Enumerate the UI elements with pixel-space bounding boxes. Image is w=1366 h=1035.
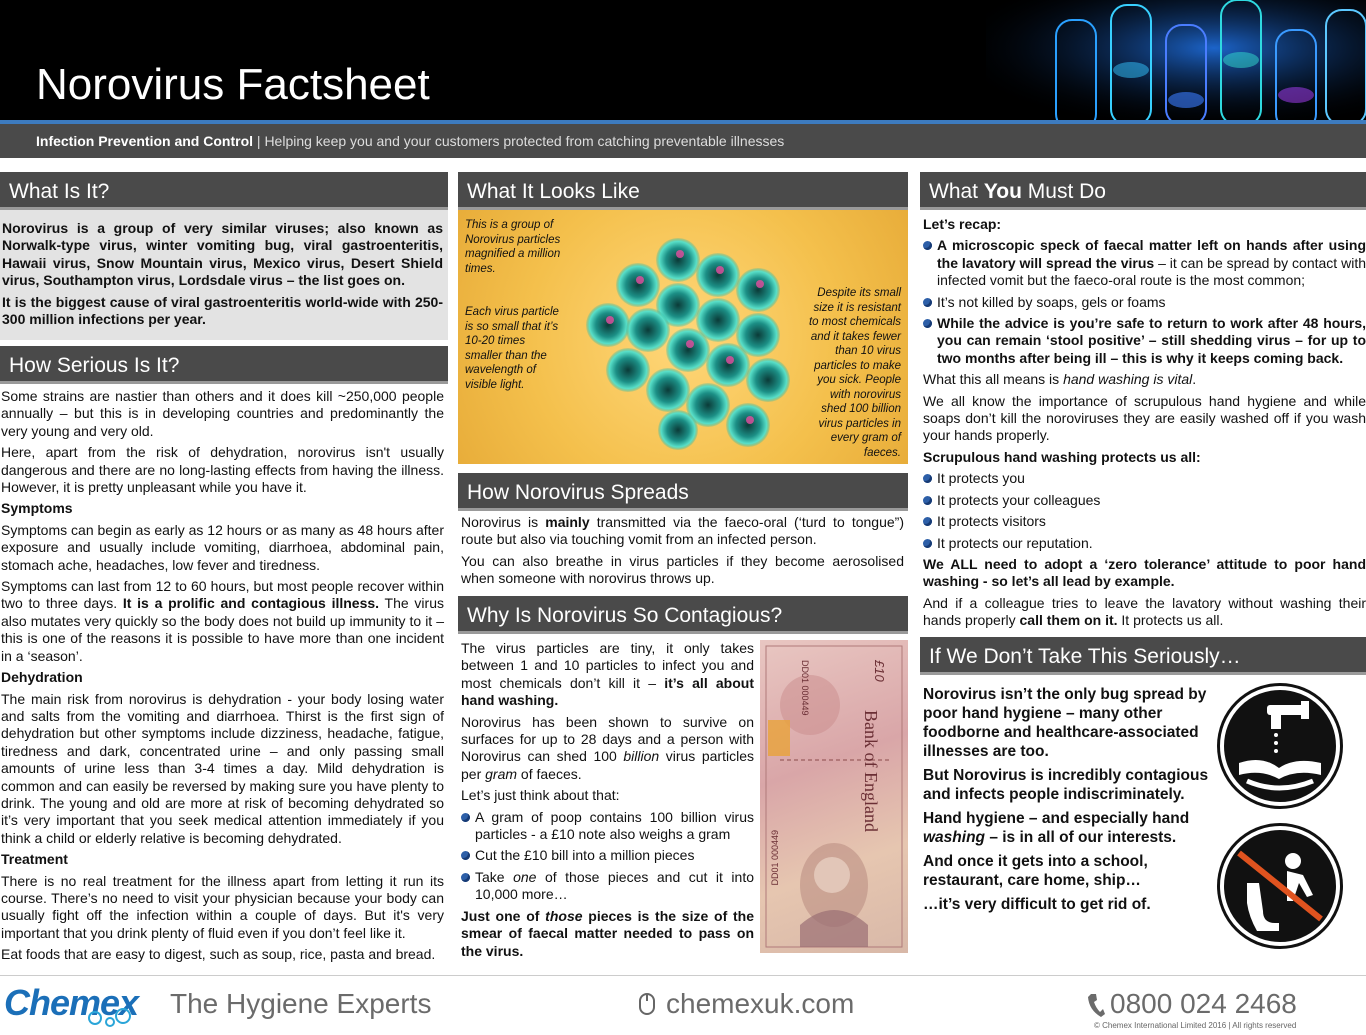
seriously-p4: And once it gets into a school, restaurant, care home, ship… bbox=[923, 853, 1148, 889]
seriously-heading: If We Don’t Take This Seriously… bbox=[920, 637, 1366, 675]
protects-item-2: It protects your colleagues bbox=[923, 492, 1366, 509]
bullet-icon bbox=[923, 474, 932, 483]
serious-p1: Some strains are nastier than others and it does kill ~250,000 people annually – but this is in developing countries and predominantly the very young and very old. bbox=[1, 388, 444, 439]
contagious-p2: Norovirus has been shown to survive on surfaces for up to 28 days and a person with Norovirus can shed 100 billion virus particles per gram of faeces. bbox=[461, 713, 754, 782]
how-serious-text bbox=[1, 388, 444, 968]
must-do-p3: Scrupulous hand washing protects us all: bbox=[923, 448, 1201, 465]
contagious-p1: The virus particles are tiny, it only takes between 1 and 10 particles to infect you and most chemicals don’t kill it – it’s all about hand washing. bbox=[461, 640, 754, 709]
contagious-text bbox=[461, 640, 754, 964]
dehydration-heading: Dehydration bbox=[1, 669, 83, 686]
mouse-icon bbox=[634, 990, 660, 1016]
bullet-icon bbox=[923, 319, 932, 328]
subheader-text: Infection Prevention and Control | Helping keep you and your customers protected from catching preventable illnesses bbox=[36, 133, 785, 149]
must-do-p5: And if a colleague tries to leave the lavatory without washing their hands properly call them on it. It protects us all. bbox=[923, 594, 1366, 629]
footer bbox=[0, 975, 1366, 1035]
seriously-p3: Hand hygiene – and especially hand washing – is in all of our interests. bbox=[923, 810, 1190, 846]
seriously-p2: But Norovirus is incredibly contagious and infects people indiscriminately. bbox=[923, 767, 1209, 803]
must-do-bullet-3: While the advice is you’re safe to return to work after 48 hours, you can remain ‘stool positive’ – still shedding virus – for up to two months after being ill – this is why it keeps coming back. bbox=[923, 315, 1366, 367]
serious-p4: Symptoms can last from 12 to 60 hours, but most people recover within two to three days. It is a prolific and contagious illness. The virus also mutates very quickly so the body does not build up immunity to it – this is one of the reasons it is possible to have more than one incident in a ‘season’. bbox=[1, 578, 444, 664]
hand-washing-icon bbox=[1217, 683, 1343, 809]
website-link[interactable]: chemexuk.com bbox=[666, 988, 855, 1019]
recap-heading: Let’s recap: bbox=[923, 216, 1002, 232]
seriously-p5: …it’s very difficult to get rid of. bbox=[923, 896, 1151, 913]
note-serial-1: DD01 000449 bbox=[800, 660, 810, 716]
protects-item-1: It protects you bbox=[923, 470, 1366, 487]
what-is-it-p1: Norovirus is a group of very similar viruses; also known as Norwalk-type virus, winter vomiting bug, viral gastroenteritis, Hawaii virus, Snow Mountain virus, Mexico virus, Desert Shield virus, Southampton virus, Lordsdale virus – the list goes on. bbox=[2, 220, 443, 289]
virus-image bbox=[458, 210, 908, 464]
bullet-icon bbox=[923, 539, 932, 548]
virus-particles-graphic bbox=[568, 230, 808, 460]
must-do-text bbox=[923, 216, 1366, 634]
spreads-p1: Norovirus is mainly transmitted via the faeco-oral (‘turd to tongue”) route but also via touching vomit from an infected person. bbox=[461, 514, 904, 548]
test-tubes-image bbox=[986, 0, 1366, 120]
bullet-icon bbox=[923, 298, 932, 307]
spreads-p2: You can also breathe in virus particles if they become aerosolised when someone with norovirus throws up. bbox=[461, 552, 904, 587]
protects-item-4: It protects our reputation. bbox=[923, 535, 1366, 552]
page-title: Norovirus Factsheet bbox=[36, 60, 430, 109]
contagious-p3: Let’s just think about that: bbox=[461, 787, 620, 804]
subheader-bar bbox=[0, 120, 1366, 158]
contagious-p4: Just one of those pieces is the size of the smear of faecal matter needed to pass on the virus. bbox=[461, 907, 754, 959]
serious-p7: Eat foods that are easy to digest, such as soup, rice, pasta and bread. bbox=[1, 946, 436, 963]
serious-p5: The main risk from norovirus is dehydration - your body losing water and salts from the vomiting and diarrhoea. Thirst is the first sign of dehydration but other symptoms include dizziness, headache, fatigue, tiredness and dark, concentrated urine – and only passing small amounts of urine less than 3-4 times a day. Mild dehydration is common and can easily be reversed by making sure you have plenty to drink. The young and old are more at risk of becoming dehydrated so it’s very important that you seek medical attention immediately if you think a child or elderly relative is becoming dehydrated. bbox=[1, 690, 444, 846]
virus-caption-2: Each virus particle is so small that it’s 10-20 times smaller than the wavelength of visible light. bbox=[465, 306, 559, 391]
seriously-p1: Norovirus isn’t the only bug spread by poor hand hygiene – many other foodborne and healthcare-associated illnesses are too. bbox=[923, 686, 1207, 760]
note-bank-text: Bank of England bbox=[861, 710, 881, 832]
must-do-p2: We all know the importance of scrupulous hand hygiene and while soaps don’t kill the noroviruses they are easily washed off if you wash your hands properly. bbox=[923, 392, 1366, 444]
must-do-p4: We ALL need to adopt a ‘zero tolerance’ attitude to poor hand washing - so let’s all lead by example. bbox=[923, 555, 1366, 590]
must-do-heading: What You Must Do bbox=[920, 172, 1366, 210]
bullet-icon bbox=[461, 813, 470, 822]
note-serial-2: DD01 000449 bbox=[770, 830, 780, 886]
note-value: £10 bbox=[872, 660, 887, 682]
phone-icon bbox=[1086, 992, 1106, 1018]
serious-p2: Here, apart from the risk of dehydration, norovirus isn't usually dangerous and there are no long-lasting effects from having the illness. However, it is pretty unpleasant while you have it. bbox=[1, 444, 444, 496]
virus-caption-3: Despite its small size it is resistant to most chemicals and it takes fewer than 10 virus particles to make you sick. People with norovirus shed 100 billion virus particles in every gram of faeces. bbox=[808, 287, 901, 459]
bullet-icon bbox=[461, 851, 470, 860]
must-do-bullet-1: A microscopic speck of faecal matter left on hands after using the lavatory will spread the virus – it can be spread by contact with infected vomit but the faeco-oral route is the most common; bbox=[923, 237, 1366, 289]
phone-number[interactable]: 0800 024 2468 bbox=[1110, 988, 1297, 1019]
bullet-icon bbox=[461, 873, 470, 882]
contagious-bullet-2: Cut the £10 bill into a million pieces bbox=[461, 847, 754, 864]
seriously-text bbox=[923, 685, 1213, 918]
bubbles-icon bbox=[85, 1006, 155, 1031]
looks-like-heading: What It Looks Like bbox=[458, 172, 908, 210]
virus-caption-1: This is a group of Norovirus particles magnified a million times. bbox=[465, 219, 561, 275]
what-is-it-text bbox=[2, 220, 443, 332]
must-do-bullet-2: It’s not killed by soaps, gels or foams bbox=[923, 294, 1366, 311]
tagline: The Hygiene Experts bbox=[170, 988, 432, 1019]
bullet-icon bbox=[923, 241, 932, 250]
contagious-bullet-1: A gram of poop contains 100 billion virus particles - a £10 note also weighs a gram bbox=[461, 809, 754, 844]
spreads-heading: How Norovirus Spreads bbox=[458, 473, 908, 511]
must-do-p1: What this all means is hand washing is vital. bbox=[923, 371, 1197, 388]
protects-item-3: It protects visitors bbox=[923, 513, 1366, 530]
chemex-logo: Chemex bbox=[4, 982, 139, 1023]
serious-p6: There is no real treatment for the illness apart from letting it run its course. There’s no need to visit your physician because your body can usually fight off the infection within a couple of days. But it's very important that you drink plenty of fluid even if you don’t feel like it. bbox=[1, 872, 444, 941]
how-serious-heading: How Serious Is It? bbox=[0, 346, 448, 384]
symptoms-heading: Symptoms bbox=[1, 500, 73, 517]
treatment-heading: Treatment bbox=[1, 851, 68, 868]
bullet-icon bbox=[923, 496, 932, 505]
copyright: © Chemex International Limited 2016 | All rights reserved bbox=[1094, 1021, 1297, 1030]
what-is-it-heading: What Is It? bbox=[0, 172, 448, 210]
spreads-text bbox=[461, 514, 904, 592]
contagious-heading: Why Is Norovirus So Contagious? bbox=[458, 596, 908, 634]
no-unwashed-toilet-icon bbox=[1217, 823, 1343, 949]
header-banner bbox=[0, 0, 1366, 120]
contagious-bullet-3: Take one of those pieces and cut it into 10,000 more… bbox=[461, 869, 754, 904]
bullet-icon bbox=[923, 517, 932, 526]
ten-pound-note-image bbox=[760, 640, 908, 953]
what-is-it-p2: It is the biggest cause of viral gastroenteritis world-wide with 250-300 million infections per year. bbox=[2, 293, 443, 328]
serious-p3: Symptoms can begin as early as 12 hours or as many as 48 hours after exposure and usually include vomiting, diarrhoea, abdominal pain, stomach ache, headaches, low fever and tiredness. bbox=[1, 521, 444, 573]
